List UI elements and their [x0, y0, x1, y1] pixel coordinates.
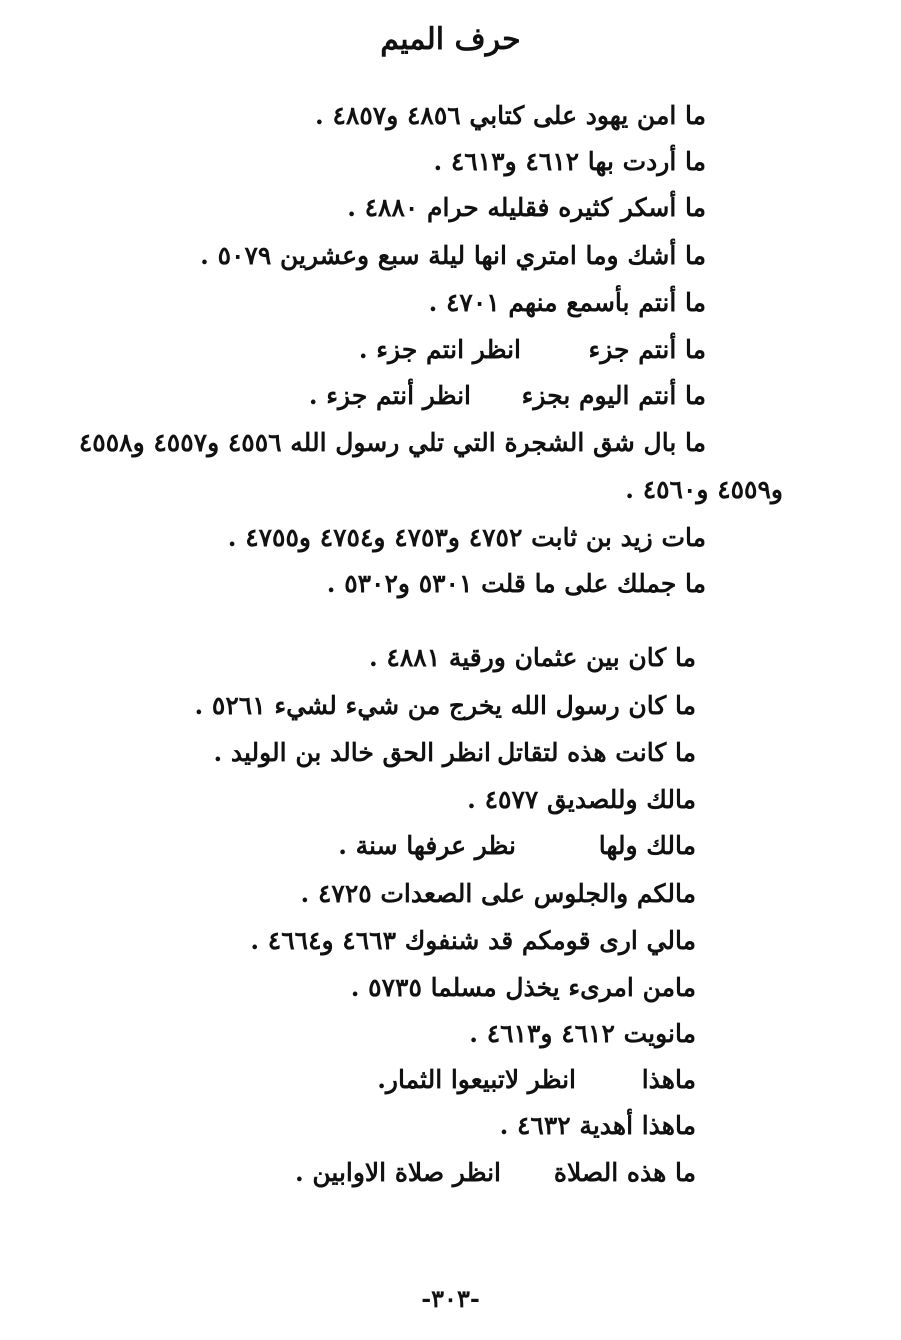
entry-line: مالكم والجلوس على الصعدات ٤٧٢٥ . — [300, 879, 696, 908]
entry-text: ما كانت هذه لتقاتل — [497, 738, 696, 767]
entry-text: ما هذه الصلاة — [553, 1158, 696, 1187]
entry-line — [599, 828, 696, 864]
entry-text: ما أنتم اليوم بجزء — [521, 381, 706, 410]
entry-line: مالي ارى قومكم قد شنفوك ٤٦٦٣ و٤٦٦٤ . — [250, 926, 696, 955]
entry-line: مالك وللصديق ٤٥٧٧ . — [467, 785, 696, 814]
entry-line: ما جملك على ما قلت ٥٣٠١ و٥٣٠٢ . — [326, 569, 706, 598]
cross-reference: نظر عرفها سنة . — [338, 831, 516, 860]
entry-line: مامن امرىء يخذل مسلما ٥٧٣٥ . — [350, 973, 696, 1002]
entry-text: ماهذا — [641, 1065, 696, 1094]
cross-reference: انظر الحق خالد بن الوليد . — [213, 738, 491, 767]
entry-line: ما بال شق الشجرة التي تلي رسول الله ٤٥٥٦ و٤٥٥٧ و٤٥٥٨ — [78, 428, 706, 457]
cross-reference: انظر أنتم جزء . — [308, 381, 471, 410]
entry-text: مالك ولها — [598, 831, 696, 860]
entry-line: مانويت ٤٦١٢ و٤٦١٣ . — [469, 1019, 696, 1048]
entry-line: ما كان رسول الله يخرج من شيء لشيء ٥٢٦١ . — [194, 691, 696, 720]
page-title: حرف الميم — [380, 22, 521, 57]
entry-line — [642, 1062, 696, 1098]
entry-line — [588, 332, 706, 368]
entry-text: ما أنتم جزء — [588, 335, 706, 364]
entry-line: ما كان بين عثمان ورقية ٤٨٨١ . — [368, 643, 696, 672]
entry-line — [554, 1155, 696, 1191]
entry-line — [522, 378, 706, 414]
entry-line: ما أشك وما امتري انها ليلة سبع وعشرين ٥٠٧٩ . — [200, 241, 706, 270]
entry-line: ما أنتم بأسمع منهم ٤٧٠١ . — [428, 288, 706, 317]
entry-line: ما أردت بها ٤٦١٢ و٤٦١٣ . — [433, 147, 706, 176]
page-number: -٣٠٣- — [421, 1284, 480, 1313]
cross-reference: انظر صلاة الاوابين . — [294, 1158, 501, 1187]
entry-line: مات زيد بن ثابت ٤٧٥٢ و٤٧٥٣ و٤٧٥٤ و٤٧٥٥ . — [227, 523, 706, 552]
entry-line-continued: و٤٥٥٩ و٤٥٦٠ . — [625, 475, 783, 504]
entry-line: ما امن يهود على كتابي ٤٨٥٦ و٤٨٥٧ . — [315, 101, 706, 130]
cross-reference: انظر لاتبيعوا الثمار. — [377, 1065, 576, 1094]
entry-line: ماهذا أهدية ٤٦٣٢ . — [499, 1111, 696, 1140]
cross-reference: انظر انتم جزء . — [358, 335, 521, 364]
entry-line — [497, 735, 696, 771]
entry-line: ما أسكر كثيره فقليله حرام ٤٨٨٠ . — [347, 193, 706, 222]
